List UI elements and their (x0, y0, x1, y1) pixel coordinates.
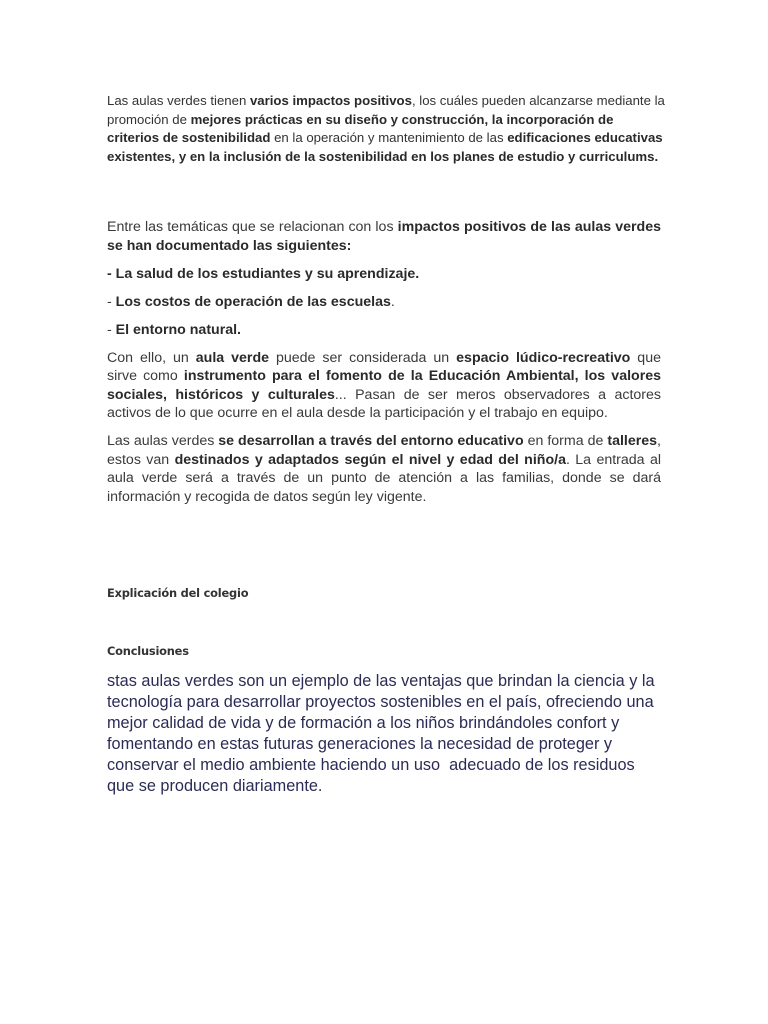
list-item-environment-text: El entorno natural. (115, 321, 242, 338)
heading-conclusiones: Conclusiones (107, 644, 189, 658)
intro-bold-2: mejores prácticas en su diseño y construcción, la incorporación de criterios de sostenibilidad (107, 111, 614, 145)
themes-bold-1: impactos positivos de las aulas verdes se han documentado las siguientes: (107, 219, 661, 254)
aula-bold-1: aula verde (195, 349, 270, 366)
themes-text-1: Entre las temáticas que se relacionan con los (107, 219, 398, 235)
list-dash-3: - (107, 321, 116, 338)
aula-text-2: puede ser considerada un (269, 349, 457, 366)
conclusion-line: mejor calidad de vida y de formación a los niños brindándoles confort y (107, 714, 620, 732)
heading-explicacion-colegio: Explicación del colegio (107, 586, 249, 600)
intro-bold-1: varios impactos positivos (249, 93, 412, 108)
aula-text-1: Con ello, un (107, 349, 196, 366)
desarrollo-text-2: en forma de (523, 433, 608, 449)
intro-text-2: , los cuáles pueden alcanzarse mediante la promoción de (107, 93, 665, 127)
conclusion-paragraph (107, 671, 667, 797)
list-period-2: . (390, 293, 395, 310)
conclusion-line: que se producen diariamente. (107, 777, 323, 795)
intro-paragraph (107, 92, 667, 166)
list-item-costs-text: Los costos de operación de las escuelas (115, 293, 391, 310)
list-item-health (107, 265, 661, 284)
themes-section (107, 218, 661, 516)
intro-bold-3: edificaciones educativas existentes, y en la inclusión de la sostenibilidad en los planes de estudio y curriculums. (107, 130, 663, 164)
conclusion-line: conservar el medio ambiente haciendo un uso adecuado de los residuos (107, 756, 635, 774)
themes-paragraph (107, 218, 661, 255)
list-item-health-text: - La salud de los estudiantes y su aprendizaje. (107, 265, 420, 282)
list-dash-2: - (107, 293, 116, 310)
intro-text-1: Las aulas verdes tienen (107, 93, 250, 108)
conclusion-line: fomentando en estas futuras generaciones la necesidad de proteger y (107, 735, 613, 753)
aula-verde-paragraph (107, 349, 661, 423)
desarrollo-text-1: Las aulas verdes (107, 433, 219, 449)
conclusion-line: tecnología para desarrollar proyectos sostenibles en el país, ofreciendo una (107, 693, 654, 711)
desarrollo-bold-2: talleres (607, 433, 658, 449)
desarrollo-paragraph (107, 432, 661, 506)
aula-text-4: ... Pasan de ser meros observadores a actores activos de lo que ocurre en el aula desde la participación y el trabajo en equipo. (107, 386, 661, 421)
intro-text-3: en la operación y mantenimiento de las (270, 130, 508, 145)
desarrollo-bold-3: destinados y adaptados según el nivel y edad del niño/a (174, 451, 566, 468)
aula-text-3: que sirve como (107, 349, 661, 384)
desarrollo-text-4: . La entrada al aula verde será a través de un punto de atención a las familias, donde se dará información y recogida de datos según ley vigente. (107, 451, 661, 505)
conclusion-line: stas aulas verdes son un ejemplo de las ventajas que brindan la ciencia y la (107, 672, 655, 690)
list-item-costs (107, 293, 661, 312)
list-item-environment (107, 321, 661, 340)
desarrollo-bold-1: se desarrollan a través del entorno educativo (218, 433, 524, 449)
aula-bold-3: instrumento para el fomento de la Educación Ambiental, los valores sociales, históricos y culturales (107, 368, 661, 403)
aula-bold-2: espacio lúdico-recreativo (456, 349, 631, 366)
desarrollo-text-3: , estos van (107, 433, 661, 468)
